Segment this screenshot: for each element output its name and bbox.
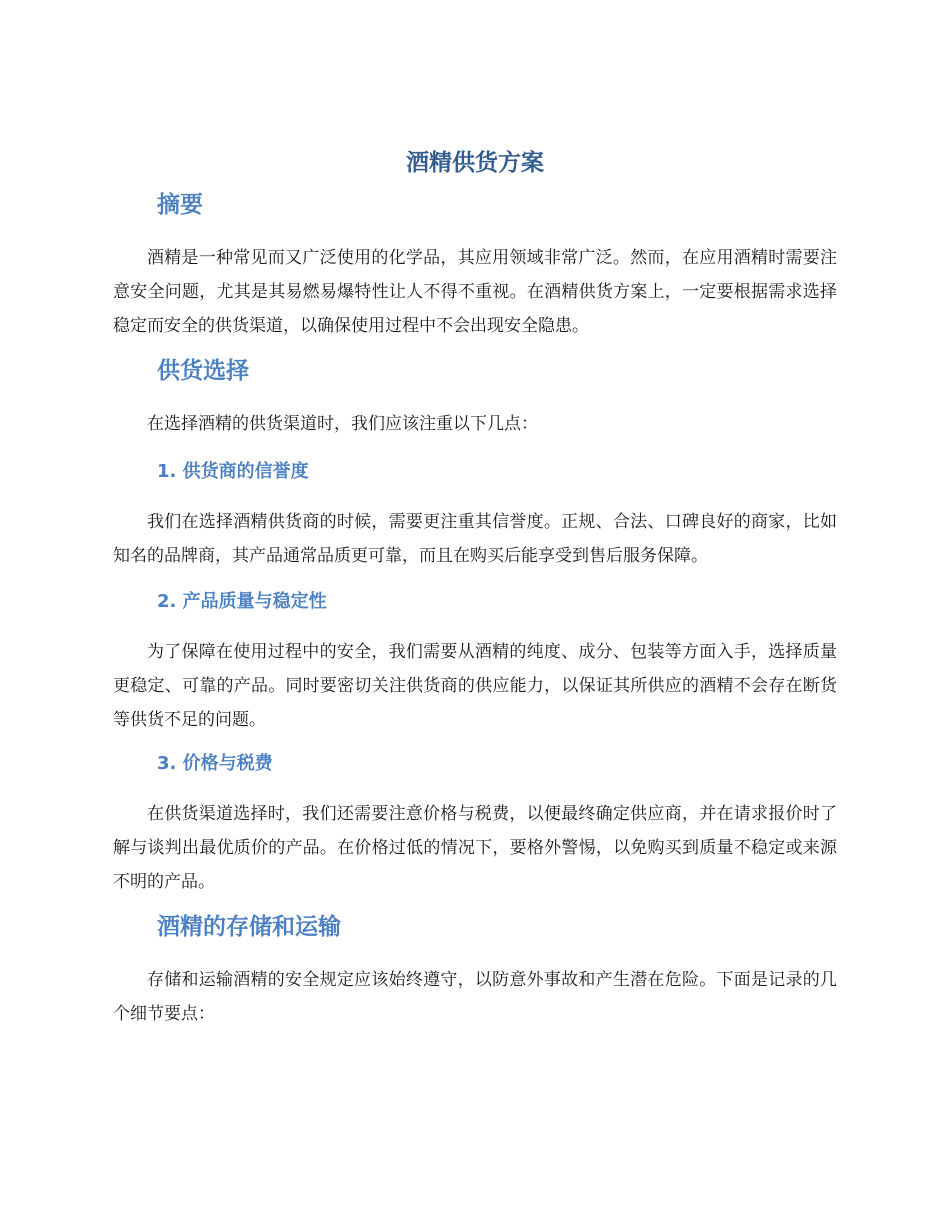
subheading-quality-stability: 2. 产品质量与稳定性 xyxy=(157,591,327,612)
subheading-price-tax: 3. 价格与税费 xyxy=(157,753,273,774)
storage-paragraph: 存储和运输酒精的安全规定应该始终遵守，以防意外事故和产生潜在危险。下面是记录的几个细节要点： xyxy=(113,970,837,1024)
supply-choice-intro: 在选择酒精的供货渠道时，我们应该注重以下几点： xyxy=(147,414,538,434)
subheading-supplier-reputation: 1. 供货商的信誉度 xyxy=(157,461,309,482)
paragraph-supplier-reputation: 我们在选择酒精供货商的时候，需要更注重其信誉度。正规、合法、口碑良好的商家，比如知名的品牌商，其产品通常品质更可靠，而且在购买后能享受到售后服务保障。 xyxy=(113,512,837,566)
paragraph-price-tax: 在供货渠道选择时，我们还需要注意价格与税费，以便最终确定供应商，并在请求报价时了解与谈判出最优质价的产品。在价格过低的情况下，要格外警惕，以免购买到质量不稳定或来源不明的产品。 xyxy=(113,804,837,892)
section-heading-supply-choice: 供货选择 xyxy=(157,358,249,384)
section-heading-summary: 摘要 xyxy=(157,192,203,218)
summary-paragraph: 酒精是一种常见而又广泛使用的化学品，其应用领域非常广泛。然而，在应用酒精时需要注意安全问题，尤其是其易燃易爆特性让人不得不重视。在酒精供货方案上，一定要根据需求选择稳定而安全的供货渠道，以确保使用过程中不会出现安全隐患。 xyxy=(113,248,837,336)
document-title: 酒精供货方案 xyxy=(406,150,544,176)
paragraph-quality-stability: 为了保障在使用过程中的安全，我们需要从酒精的纯度、成分、包装等方面入手，选择质量更稳定、可靠的产品。同时要密切关注供货商的供应能力，以保证其所供应的酒精不会存在断货等供货不足的问题。 xyxy=(113,642,837,730)
section-heading-storage-transport: 酒精的存储和运输 xyxy=(157,914,341,940)
